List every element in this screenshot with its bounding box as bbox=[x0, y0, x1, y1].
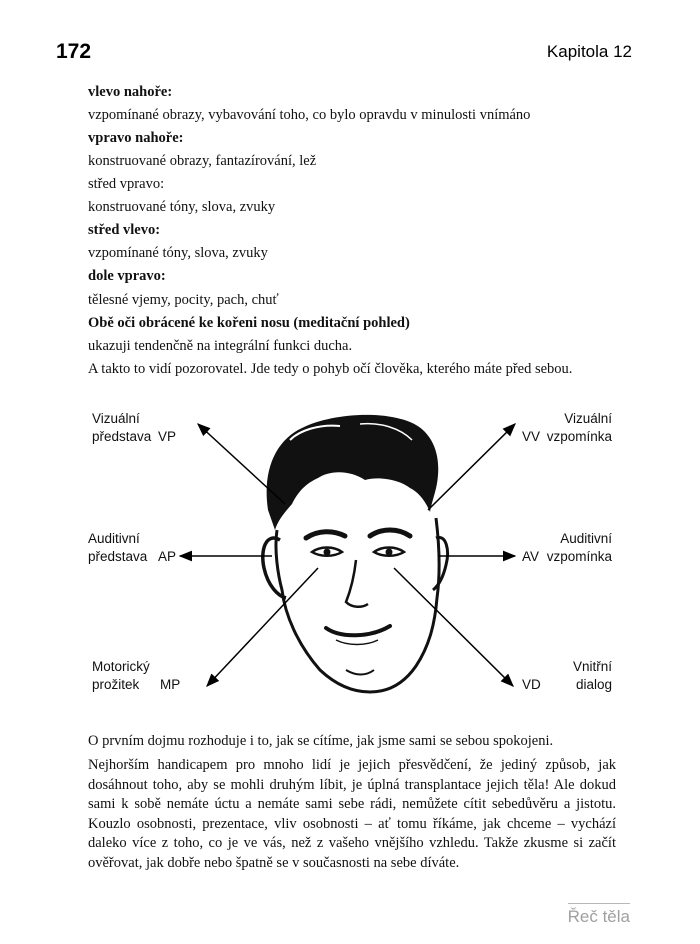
list-item: dole vpravo: bbox=[88, 268, 166, 284]
code-vd: VD bbox=[522, 677, 541, 692]
label-kinesthetic: Motorický prožitek bbox=[92, 659, 150, 692]
left-eyebrow bbox=[306, 532, 345, 538]
label-auditory-recall: Auditivní vzpomínka bbox=[546, 531, 612, 564]
paragraph: Nejhorším handicapem pro mnoho lidí je jejich přesvědčení, že jediný způsob, jak dosáhnout toho, aby se mohli druhým líbit, je úplná transplantace jejich těla! Ale dokud sami k sobě nemáte úctu a nemáte sami sebe rádi, nemůžete cítit sebedůvěru a jistotu. Kouzlo osobnosti, prezentace, vliv osobnosti – ať tomu říkáme, jak chceme – vychází daleko více z toho, co je ve vás, než z vašeho vnějšího vzhledu. Takže zkusme si začít ověřovat, jak dobře nebo špatně se v současnosti na sebe díváte. bbox=[88, 757, 616, 871]
label-visual-construct: Vizuální představa bbox=[92, 411, 152, 444]
list-item: A takto to vidí pozorovatel. Jde tedy o pohyb očí člověka, kterého máte před sebou. bbox=[88, 361, 573, 377]
hair-shape bbox=[267, 415, 439, 530]
list-item: vpravo nahoře: bbox=[88, 130, 184, 146]
label-internal-dialog: Vnitřní dialog bbox=[572, 659, 612, 692]
page-number: 172 bbox=[56, 40, 92, 63]
face-outline bbox=[276, 518, 439, 692]
list-item: konstruované obrazy, fantazírování, lež bbox=[88, 153, 317, 169]
right-eyebrow bbox=[370, 530, 410, 536]
list-item: vlevo nahoře: bbox=[88, 84, 173, 100]
list-item: vzpomínané obrazy, vybavování toho, co bylo opravdu v minulosti vnímáno bbox=[88, 107, 531, 123]
list-item: ukazuji tendenčně na integrální funkci ducha. bbox=[88, 338, 353, 354]
arrow-vv bbox=[428, 424, 515, 510]
list-item: střed vlevo: bbox=[88, 222, 161, 238]
list-item: Obě oči obrácené ke kořeni nosu (meditační pohled) bbox=[88, 315, 410, 331]
footer-rule bbox=[568, 903, 630, 904]
list-item: vzpomínané tóny, slova, zvuky bbox=[88, 245, 268, 261]
paragraph: O prvním dojmu rozhoduje i to, jak se cítíme, jak jsme sami se sebou spokojeni. bbox=[88, 733, 554, 749]
mouth bbox=[326, 626, 390, 635]
arrow-mp bbox=[207, 568, 318, 686]
chapter-title: Kapitola 12 bbox=[546, 42, 632, 61]
nose bbox=[346, 560, 368, 607]
code-mp: MP bbox=[160, 677, 181, 692]
label-auditory-construct: Auditivní představa bbox=[88, 531, 148, 564]
list-item: střed vpravo: bbox=[88, 176, 165, 192]
code-vp: VP bbox=[158, 429, 177, 444]
book-title: Řeč těla bbox=[567, 907, 630, 926]
eye-movement-diagram bbox=[0, 400, 700, 710]
list-item: konstruované tóny, slova, zvuky bbox=[88, 199, 276, 215]
label-visual-recall: Vizuální vzpomínka bbox=[546, 411, 612, 444]
arrow-vd bbox=[394, 568, 513, 686]
code-ap: AP bbox=[158, 549, 177, 564]
list-item: tělesné vjemy, pocity, pach, chuť bbox=[88, 292, 279, 308]
code-vv: VV bbox=[522, 429, 541, 444]
code-av: AV bbox=[522, 549, 540, 564]
